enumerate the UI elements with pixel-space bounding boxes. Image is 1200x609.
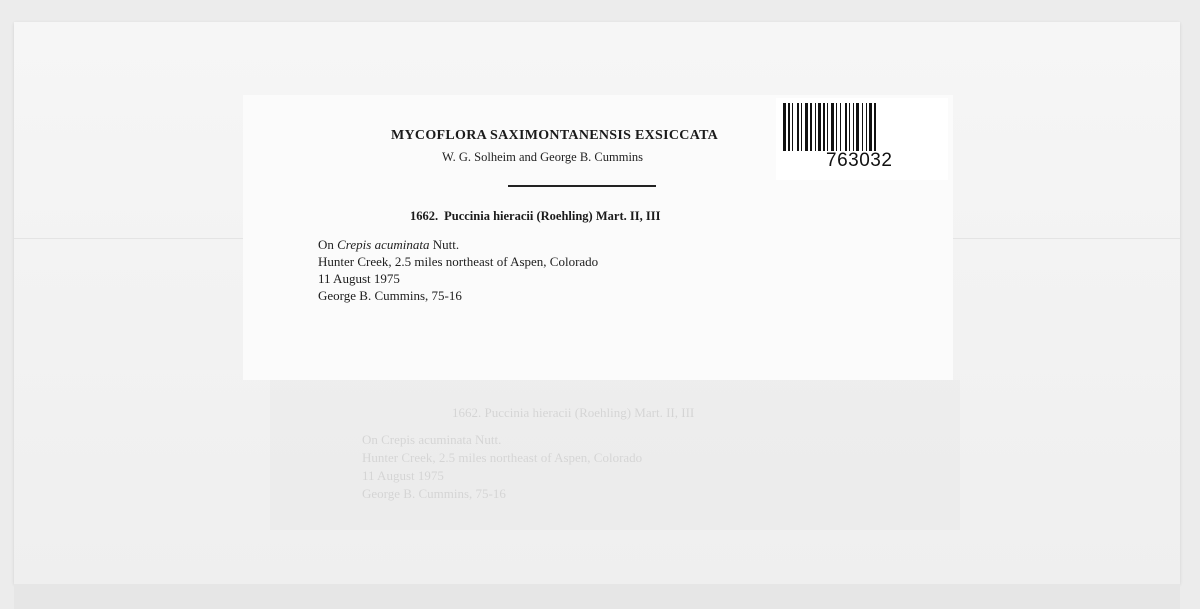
species-line	[410, 209, 660, 224]
host-species: Crepis acuminata	[337, 237, 430, 252]
ghost-host: On Crepis acuminata Nutt.	[362, 432, 502, 447]
ghost-date: 11 August 1975	[362, 468, 444, 483]
ghost-collector: George B. Cummins, 75-16	[362, 486, 506, 501]
species-name: Puccinia hieracii (Roehling) Mart. II, III	[444, 209, 661, 223]
barcode-image	[783, 103, 941, 151]
host-prefix: On	[318, 237, 338, 252]
exsiccata-number: 1662.	[410, 209, 439, 223]
locality-line: Hunter Creek, 2.5 miles northeast of Aspen, Colorado	[318, 254, 599, 269]
series-authors: W. G. Solheim and George B. Cummins	[442, 150, 644, 164]
ghost-species: 1662. Puccinia hieracii (Roehling) Mart. II, III	[452, 405, 695, 420]
host-authority: Nutt.	[429, 237, 460, 252]
host-line	[318, 236, 598, 253]
ghost-locality: Hunter Creek, 2.5 miles northeast of Aspen, Colorado	[362, 450, 643, 465]
background-surface	[14, 584, 1180, 609]
specimen-details	[318, 236, 598, 304]
collector-line: George B. Cummins, 75-16	[318, 288, 462, 303]
date-line: 11 August 1975	[318, 271, 400, 286]
barcode-number: 763032	[826, 150, 893, 171]
series-title: MYCOFLORA SAXIMONTANENSIS EXSICCATA	[391, 128, 719, 143]
divider-rule	[508, 185, 656, 187]
